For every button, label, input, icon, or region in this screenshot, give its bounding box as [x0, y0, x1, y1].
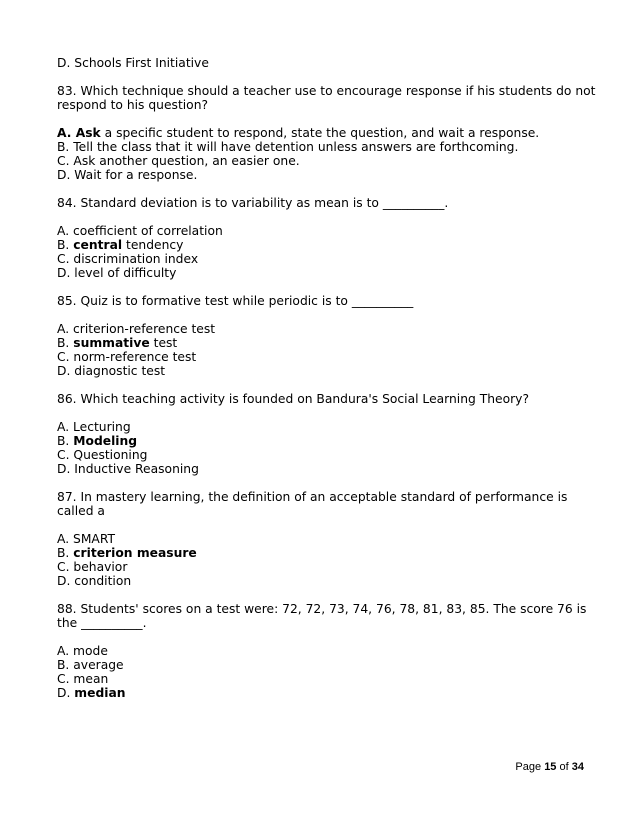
question-85-option: C. norm-reference test [57, 350, 197, 364]
question-86-option: D. Inductive Reasoning [57, 462, 199, 476]
question-83-option: A. Ask a specific student to respond, state the question, and wait a response. [57, 126, 540, 140]
question-88-option: D. median [57, 686, 126, 700]
question-86-option: B. Modeling [57, 434, 138, 448]
question-88-option: A. mode [57, 644, 108, 658]
question-84-stem: 84. Standard deviation is to variability as mean is to __________. [57, 196, 449, 210]
document-body [57, 56, 597, 700]
question-86-option: C. Questioning [57, 448, 148, 462]
question-83-option: B. Tell the class that it will have detention unless answers are forthcoming. [57, 140, 519, 154]
previous-option: D. Schools First Initiative [57, 56, 209, 70]
question-88-option: C. mean [57, 672, 109, 686]
question-88-stem: 88. Students' scores on a test were: 72, 72, 73, 74, 76, 78, 81, 83, 85. The score 76 is the __________. [57, 602, 587, 630]
question-88-option: B. average [57, 658, 124, 672]
of-label: of [559, 761, 569, 773]
question-84-option: C. discrimination index [57, 252, 199, 266]
question-85-option: A. criterion-reference test [57, 322, 216, 336]
page-number: 15 [544, 761, 557, 773]
question-84-option: D. level of difficulty [57, 266, 177, 280]
question-84-option: A. coefficient of correlation [57, 224, 223, 238]
question-86-stem: 86. Which teaching activity is founded on Bandura's Social Learning Theory? [57, 392, 529, 406]
question-87-option: A. SMART [57, 532, 116, 546]
question-85-option: D. diagnostic test [57, 364, 166, 378]
question-87-option: C. behavior [57, 560, 128, 574]
question-87-option: B. criterion measure [57, 546, 197, 560]
page-footer [515, 761, 584, 773]
question-85-stem: 85. Quiz is to formative test while periodic is to __________ [57, 294, 414, 308]
page-total: 34 [571, 761, 584, 773]
question-83-option: D. Wait for a response. [57, 168, 198, 182]
question-86-option: A. Lecturing [57, 420, 131, 434]
question-87-option: D. condition [57, 574, 132, 588]
page-label: Page [515, 761, 542, 773]
question-84-option: B. central tendency [57, 238, 184, 252]
question-87-stem: 87. In mastery learning, the definition of an acceptable standard of performance is called a [57, 490, 568, 518]
question-83-option: C. Ask another question, an easier one. [57, 154, 300, 168]
question-85-option: B. summative test [57, 336, 178, 350]
question-83-stem: 83. Which technique should a teacher use to encourage response if his students do not respond to his question? [57, 84, 596, 112]
